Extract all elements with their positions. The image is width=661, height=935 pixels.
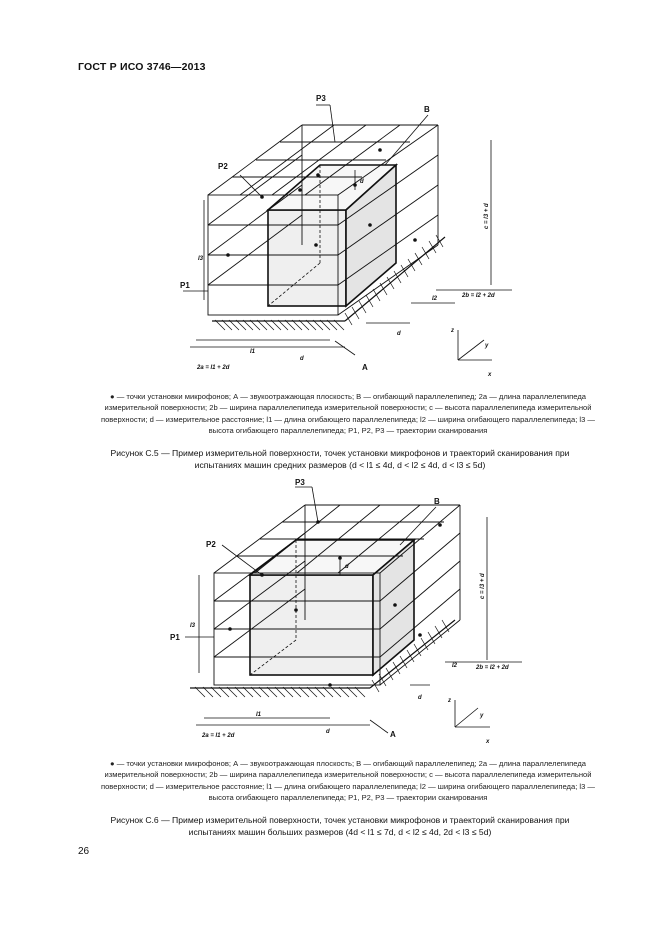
label-l2: l2 (452, 663, 458, 669)
document-header: ГОСТ Р ИСО 3746—2013 (78, 61, 206, 73)
axis-z-label: z (448, 698, 451, 704)
caption-line: испытаниях машин средних размеров (d < l1 ≤ 4d, d < l2 ≤ 4d, d < l3 ≤ 5d) (194, 460, 486, 470)
page-number: 26 (78, 846, 90, 857)
caption-line: Рисунок С.6 — Пример измерительной поверхности, точек установки микрофонов и траекторий сканирования при (110, 815, 570, 825)
label-a: A (390, 730, 396, 739)
label-a: A (362, 363, 368, 372)
caption-line: испытаниях машин больших размеров (4d < l1 ≤ 7d, d < l2 ≤ 4d, 2d < l3 ≤ 5d) (188, 827, 492, 837)
envelope-box (250, 540, 414, 675)
label-l2: l2 (432, 296, 438, 302)
label-p1: P1 (170, 633, 180, 642)
label-l1: l1 (256, 712, 262, 718)
label-p1: P1 (180, 281, 190, 290)
figure-c5 (0, 85, 661, 385)
axis-y-label: y (485, 343, 489, 349)
axis-y-label: y (480, 713, 484, 719)
label-p3: P3 (295, 478, 305, 487)
label-p2: P2 (206, 540, 216, 549)
label-p3: P3 (316, 94, 326, 103)
figure-c6-legend: ● — точки установки микрофонов; А — звукоотражающая плоскость; В — огибающий параллелепипед; 2а — длина параллелепипеда измерительной поверхности; 2b — ширина параллелепипеда измерительной поверхности; с — высота параллелепипеда измерительной поверхности; d — измерительное расстояние; l1 — длина огибающего параллелепипеда; l2 — ширина огибающего параллелепипеда; l3 — высота огибающего параллелепипеда; Р1, Р2, Р3 — траектории сканирования (100, 759, 596, 803)
label-p2: P2 (218, 162, 228, 171)
figure-c6 (0, 475, 661, 755)
axis-z-label: z (451, 328, 454, 334)
label-d-right: d (326, 729, 330, 735)
figure-c6-caption (70, 814, 610, 838)
label-dim-c: c = l3 + d (480, 573, 486, 599)
label-dim-c: c = l3 + d (484, 203, 490, 229)
label-dim-2b: 2b = l2 + 2d (476, 665, 509, 671)
label-d-top: d (345, 564, 349, 570)
label-dim-2a: 2a = l1 + 2d (202, 733, 235, 739)
label-b: B (434, 497, 440, 506)
figure-c5-drawing (0, 85, 661, 385)
label-l3: l3 (198, 256, 204, 262)
caption-line: Рисунок С.5 — Пример измерительной поверхности, точек установки микрофонов и траекторий сканирования при (110, 448, 570, 458)
label-d-top: d (360, 179, 364, 185)
label-dim-2b: 2b = l2 + 2d (462, 293, 495, 299)
label-l1: l1 (250, 349, 256, 355)
axis-x-label: x (486, 739, 490, 745)
label-l3: l3 (190, 623, 196, 629)
label-dim-2a: 2a = l1 + 2d (197, 365, 230, 371)
axis-x-label: x (488, 372, 492, 378)
figure-c5-legend: ● — точки установки микрофонов; А — звукоотражающая плоскость; В — огибающий параллелепипед; 2а — длина параллелепипеда измерительной поверхности; 2b — ширина параллелепипеда измерительной поверхности; с — высота параллелепипеда измерительной поверхности; d — измерительное расстояние; l1 — длина огибающего параллелепипеда; l2 — ширина огибающего параллелепипеда; l3 — высота огибающего параллелепипеда; Р1, Р2, Р3 — траектории сканирования (100, 392, 596, 436)
figure-c6-drawing (0, 475, 661, 755)
label-d-bottom: d (397, 331, 401, 337)
figure-c5-caption (70, 447, 610, 471)
label-b: B (424, 105, 430, 114)
label-d-right: d (300, 356, 304, 362)
label-d-bottom: d (418, 695, 422, 701)
